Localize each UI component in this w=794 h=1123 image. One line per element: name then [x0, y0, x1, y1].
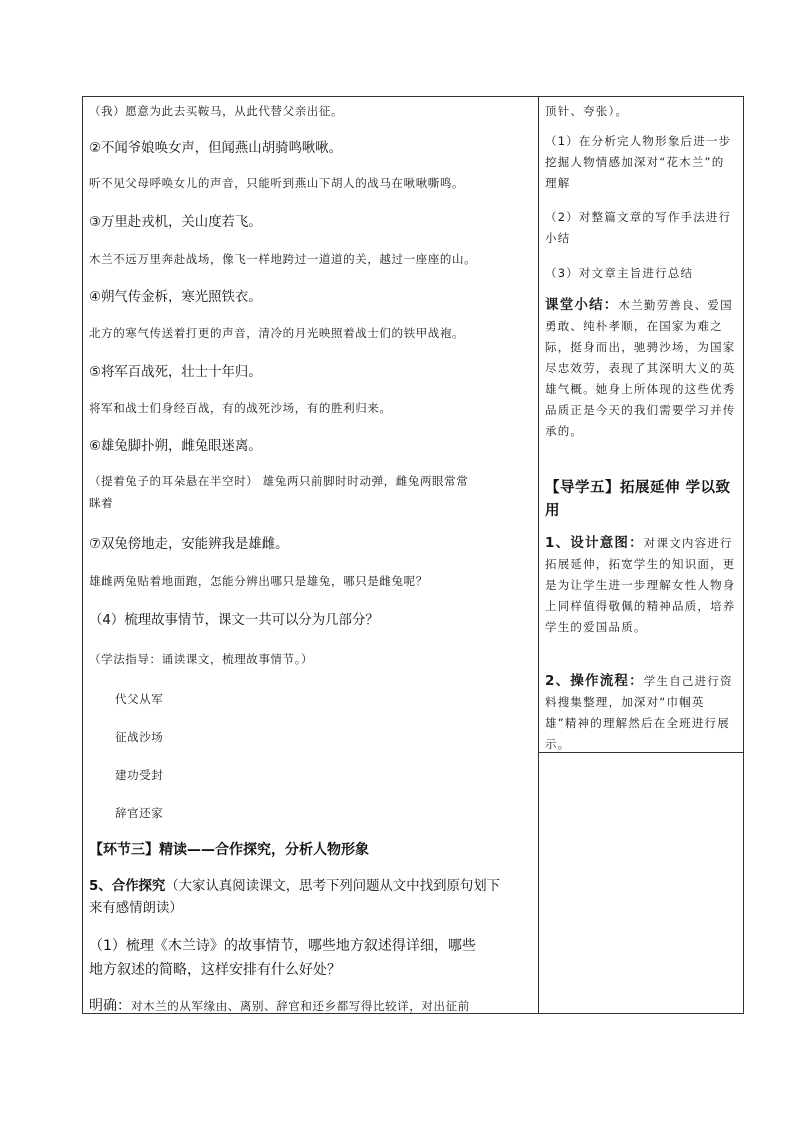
sub-question-line: 地方叙述的简略，这样安排有什么好处？ — [89, 962, 341, 978]
translation-line: （我）愿意为此去买鞍马，从此代替父亲出征。 — [89, 104, 344, 118]
poem-line: ⑥雄兔脚扑朔，雌兔眼迷离。 — [89, 439, 262, 454]
class-summary — [545, 295, 737, 442]
design-intent — [545, 533, 737, 638]
design-intent-text: 对课文内容进行拓展延伸，拓宽学生的知识面，更是为让学生进一步理解女性人物身上同样值得敬佩的精神品质，培养学生的爱国品质。 — [545, 536, 736, 634]
question-line: （4）梳理故事情节，课文一共可以分为几部分？ — [89, 613, 379, 628]
left-column — [89, 97, 535, 1013]
section-five-title: 【导学五】拓展延伸 学以致用 — [545, 480, 731, 519]
story-part: 建功受封 — [115, 768, 164, 782]
operation-process — [545, 671, 737, 755]
story-part: 辞官还家 — [115, 806, 164, 820]
answer-label: 明确： — [89, 998, 131, 1014]
poem-line: ②不闻爷娘唤女声，但闻燕山胡骑鸣啾啾。 — [89, 141, 343, 156]
translation-line: 雄雌两兔贴着地面跑，怎能分辨出哪只是雄兔，哪只是雌兔呢？ — [89, 574, 428, 588]
goal-item: （2）对整篇文章的写作手法进行小结 — [545, 210, 732, 245]
section-three-title: 【环节三】精读——合作探究，分析人物形象 — [89, 842, 369, 858]
right-column — [545, 97, 737, 1013]
question-five — [89, 875, 500, 894]
translation-line: 听不见父母呼唤女儿的声音，只能听到燕山下胡人的战马在啾啾嘶鸣。 — [89, 176, 465, 190]
right-top-line: 顶针、夸张）。 — [545, 104, 629, 118]
goal-item: （1）在分析完人物形象后进一步挖掘人物情感加深对“花木兰”的理解 — [545, 134, 732, 190]
answer-text: 对木兰的从军缘由、离别、辞官和还乡都写得比较详，对出征前 — [131, 999, 470, 1013]
story-part: 代父从军 — [115, 692, 164, 706]
goal-item: （3）对文章主旨进行总结 — [545, 266, 694, 280]
column-divider — [538, 97, 539, 1013]
translation-line: 木兰不远万里奔赴战场，像飞一样地跨过一道道的关，越过一座座的山。 — [89, 252, 477, 266]
poem-line: ⑤将军百战死，壮士十年归。 — [89, 365, 262, 380]
method-guide: （学法指导：诵读课文，梳理故事情节。） — [89, 652, 314, 666]
answer-line — [89, 995, 470, 1015]
operation-process-label: 2、操作流程： — [545, 673, 644, 689]
poem-line: ③万里赴戎机，关山度若飞。 — [89, 215, 262, 230]
right-row-separator — [538, 752, 744, 753]
design-intent-label: 1、设计意图： — [545, 535, 644, 551]
translation-line: 眯着 — [89, 496, 114, 510]
operation-process-text: 学生自己进行资料搜集整理，加深对“巾帼英雄”精神的理解然后在全班进行展示。 — [545, 674, 733, 751]
class-summary-text: 木兰勤劳善良、爱国勇敢、纯朴孝顺，在国家为难之际，挺身而出，驰骋沙场，为国家尽忠效劳，表现了其深明大义的英雄气概。她身上所体现的这些优秀品质正是今天的我们需要学习并传承的。 — [545, 298, 736, 438]
translation-line: 北方的寒气传送着打更的声音，清冷的月光映照着战士们的铁甲战袍。 — [89, 326, 465, 340]
class-summary-label: 课堂小结： — [545, 297, 619, 313]
poem-line: ⑦双兔傍地走，安能辨我是雄雌。 — [89, 537, 289, 552]
translation-line: （提着兔子的耳朵悬在半空时） 雄兔两只前脚时时动弹，雌兔两眼常常 — [89, 474, 469, 488]
question-five-text-cont: 来有感情朗读） — [89, 901, 183, 916]
lesson-plan-table — [82, 96, 744, 1014]
question-five-text: （大家认真阅读课文，思考下列问题从文中找到原句划下 — [165, 879, 501, 894]
sub-question-line: （1）梳理《木兰诗》的故事情节，哪些地方叙述得详细，哪些 — [89, 938, 476, 954]
story-part: 征战沙场 — [115, 730, 164, 744]
poem-line: ④朔气传金柝，寒光照铁衣。 — [89, 290, 262, 305]
question-five-label: 5、合作探究 — [89, 879, 166, 894]
translation-line: 将军和战士们身经百战，有的战死沙场，有的胜利归来。 — [89, 401, 392, 415]
